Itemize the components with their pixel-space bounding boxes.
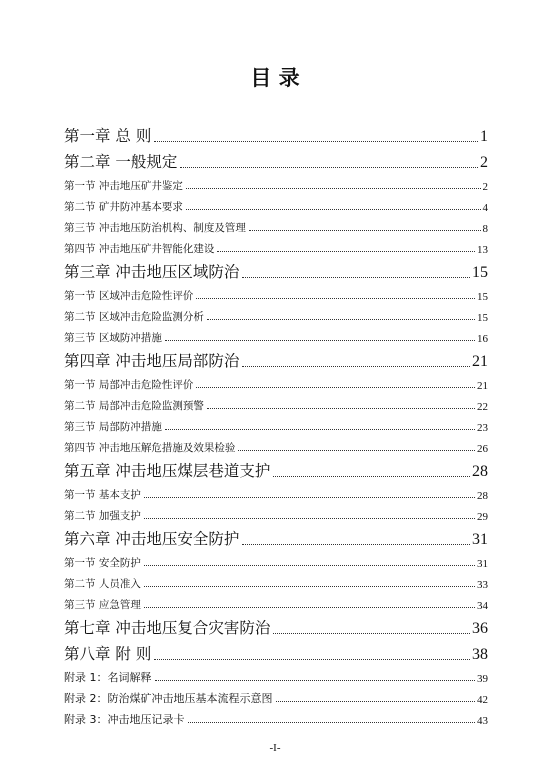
toc-chapter-entry[interactable] [64, 256, 488, 282]
toc-entry-page: 36 [472, 620, 488, 637]
toc-dot-leader [249, 230, 481, 231]
toc-entry-label: 第四章 冲击地压局部防治 [64, 352, 240, 370]
toc-section-entry[interactable] [64, 214, 488, 235]
toc-entry-label: 附录 2：防治煤矿冲击地压基本流程示意图 [64, 692, 273, 705]
toc-section-entry[interactable] [64, 591, 488, 612]
toc-entry-label: 第二节 矿井防冲基本要求 [64, 201, 183, 213]
toc-entry-label: 第一节 安全防护 [64, 557, 141, 569]
toc-section-entry[interactable] [64, 282, 488, 303]
toc-entry-page: 2 [480, 154, 488, 171]
toc-entry-label: 第一节 区域冲击危险性评价 [64, 290, 194, 302]
toc-dot-leader [154, 659, 470, 660]
toc-entry-label: 第一节 基本支护 [64, 489, 141, 501]
toc-section-entry[interactable] [64, 502, 488, 523]
toc-dot-leader [276, 701, 476, 702]
toc-section-entry[interactable] [64, 570, 488, 591]
toc-entry-page: 15 [472, 264, 488, 281]
toc-entry-label: 第三节 冲击地压防治机构、制度及管理 [64, 222, 246, 234]
toc-entry-page: 42 [477, 694, 488, 706]
toc-dot-leader [196, 298, 475, 299]
toc-section-entry[interactable] [64, 371, 488, 392]
toc-entry-page: 28 [477, 490, 488, 502]
toc-entry-label: 第五章 冲击地压煤层巷道支护 [64, 462, 271, 480]
toc-section-entry[interactable] [64, 413, 488, 434]
toc-entry-label: 第八章 附 则 [64, 645, 152, 663]
toc-chapter-entry[interactable] [64, 638, 488, 664]
toc-entry-page: 34 [477, 600, 488, 612]
toc-entry-page: 2 [482, 181, 488, 193]
toc-dot-leader [242, 544, 470, 545]
toc-dot-leader [155, 680, 476, 681]
toc-entry-page: 22 [477, 401, 488, 413]
toc-entry-page: 15 [477, 312, 488, 324]
toc-entry-page: 1 [480, 128, 488, 145]
toc-chapter-entry[interactable] [64, 146, 488, 172]
toc-entry-page: 13 [477, 244, 488, 256]
toc-dot-leader [180, 167, 478, 168]
toc-dot-leader [207, 408, 475, 409]
toc-entry-page: 28 [472, 463, 488, 480]
toc-section-entry[interactable] [64, 324, 488, 345]
toc-entry-page: 43 [477, 715, 488, 727]
toc-dot-leader [242, 366, 470, 367]
toc-entry-page: 31 [472, 531, 488, 548]
toc-entry-page: 21 [477, 380, 488, 392]
toc-dot-leader [165, 340, 475, 341]
toc-section-entry[interactable] [64, 549, 488, 570]
toc-entry-label: 第六章 冲击地压安全防护 [64, 530, 240, 548]
toc-entry-label: 附录 3：冲击地压记录卡 [64, 713, 185, 726]
toc-entry-label: 第三节 局部防冲措施 [64, 421, 162, 433]
toc-entry-page: 16 [477, 333, 488, 345]
toc-dot-leader [165, 429, 475, 430]
toc-chapter-entry[interactable] [64, 523, 488, 549]
toc-section-entry[interactable] [64, 303, 488, 324]
toc-chapter-entry[interactable] [64, 612, 488, 638]
toc-dot-leader [144, 518, 475, 519]
toc-entry-page: 31 [477, 558, 488, 570]
page-title: 目 录 [250, 66, 300, 90]
toc-dot-leader [273, 476, 470, 477]
page-number: -I- [269, 742, 281, 754]
toc-entry-label: 第四节 冲击地压矿井智能化建设 [64, 243, 215, 255]
toc-section-entry[interactable] [64, 235, 488, 256]
toc-dot-leader [154, 141, 478, 142]
toc-entry-label: 第一章 总 则 [64, 127, 152, 145]
toc-section-entry[interactable] [64, 434, 488, 455]
toc-entry-page: 8 [482, 223, 488, 235]
toc-dot-leader [186, 209, 481, 210]
toc-entry-label: 第二节 区域冲击危险监测分析 [64, 311, 204, 323]
table-of-contents [64, 120, 488, 727]
toc-dot-leader [242, 277, 470, 278]
toc-section-entry[interactable] [64, 685, 488, 706]
toc-section-entry[interactable] [64, 481, 488, 502]
toc-dot-leader [207, 319, 475, 320]
toc-section-entry[interactable] [64, 392, 488, 413]
toc-entry-label: 附录 1：名词解释 [64, 671, 152, 684]
toc-dot-leader [273, 633, 470, 634]
toc-entry-page: 23 [477, 422, 488, 434]
toc-dot-leader [186, 188, 481, 189]
toc-dot-leader [217, 251, 475, 252]
toc-entry-page: 33 [477, 579, 488, 591]
toc-dot-leader [144, 607, 475, 608]
toc-entry-page: 21 [472, 353, 488, 370]
toc-chapter-entry[interactable] [64, 120, 488, 146]
toc-dot-leader [196, 387, 475, 388]
toc-entry-page: 39 [477, 673, 488, 685]
toc-entry-label: 第一节 局部冲击危险性评价 [64, 379, 194, 391]
toc-section-entry[interactable] [64, 706, 488, 727]
toc-entry-label: 第三节 应急管理 [64, 599, 141, 611]
toc-entry-label: 第二节 人员准入 [64, 578, 141, 590]
toc-dot-leader [144, 565, 475, 566]
toc-chapter-entry[interactable] [64, 345, 488, 371]
toc-entry-page: 26 [477, 443, 488, 455]
toc-entry-page: 38 [472, 646, 488, 663]
toc-entry-page: 4 [482, 202, 488, 214]
toc-entry-label: 第七章 冲击地压复合灾害防治 [64, 619, 271, 637]
toc-chapter-entry[interactable] [64, 455, 488, 481]
toc-dot-leader [188, 722, 476, 723]
toc-entry-label: 第三节 区域防冲措施 [64, 332, 162, 344]
toc-dot-leader [238, 450, 475, 451]
toc-entry-page: 15 [477, 291, 488, 303]
toc-dot-leader [144, 586, 475, 587]
toc-entry-page: 29 [477, 511, 488, 523]
toc-entry-label: 第一节 冲击地压矿井鉴定 [64, 180, 183, 192]
toc-section-entry[interactable] [64, 193, 488, 214]
toc-entry-label: 第二节 局部冲击危险监测预警 [64, 400, 204, 412]
toc-dot-leader [144, 497, 475, 498]
toc-entry-label: 第三章 冲击地压区域防治 [64, 263, 240, 281]
toc-section-entry[interactable] [64, 172, 488, 193]
toc-entry-label: 第二章 一般规定 [64, 153, 178, 171]
toc-entry-label: 第四节 冲击地压解危措施及效果检验 [64, 442, 236, 454]
toc-entry-label: 第二节 加强支护 [64, 510, 141, 522]
toc-section-entry[interactable] [64, 664, 488, 685]
